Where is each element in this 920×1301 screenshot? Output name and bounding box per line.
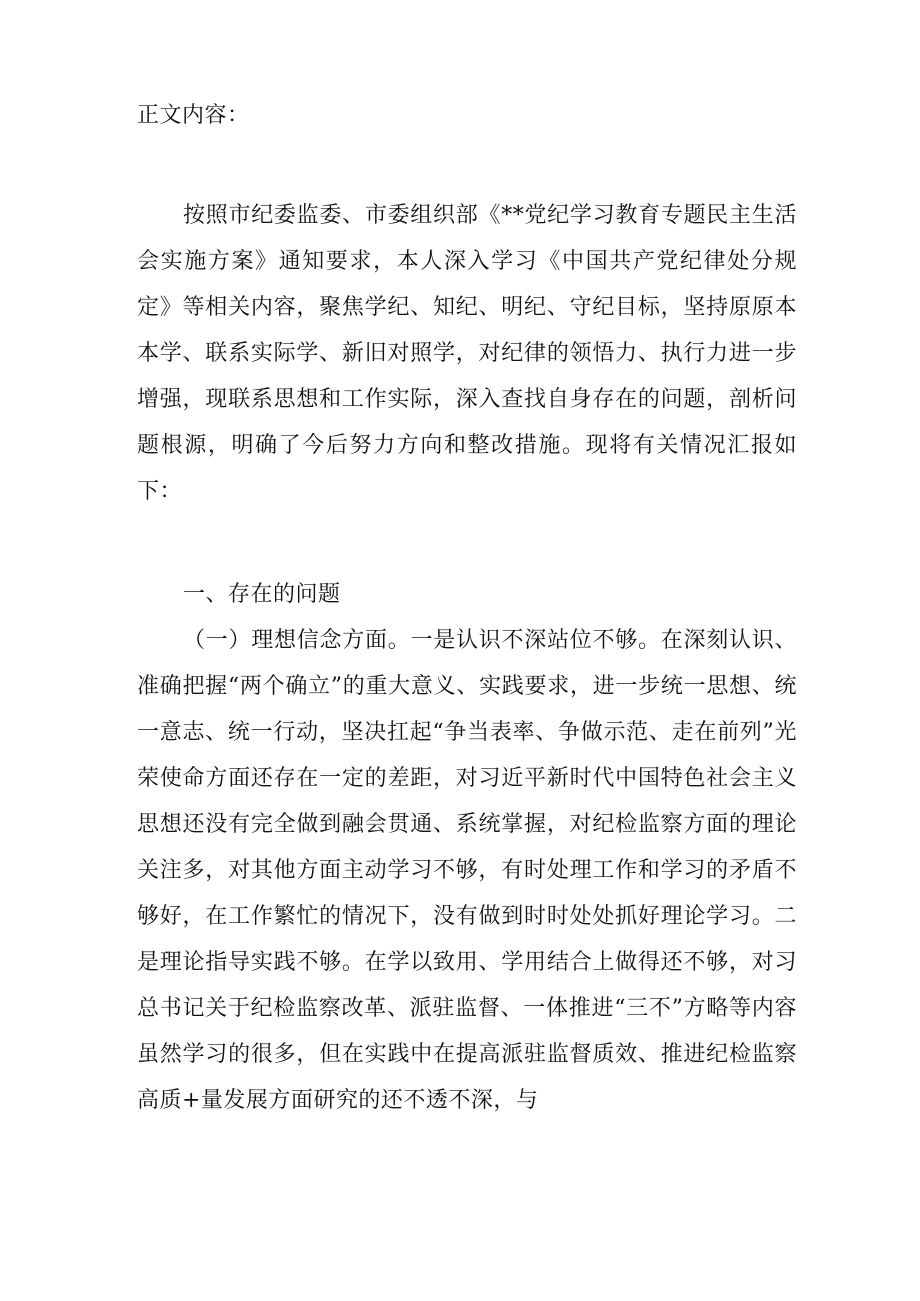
content-label-text: 正文内容： [137,103,250,128]
intro-paragraph [137,193,797,515]
content-label [137,93,797,139]
section-heading-text: 一、存在的问题 [183,582,341,607]
section-heading [137,572,797,618]
body-paragraph-text: （一）理想信念方面。一是认识不深站位不够。在深刻认识、准确把握“两个确立”的重大意义、实践要求，进一步统一思想、统一意志、统一行动，坚决扛起“争当表率、争做示范、走在前列”光荣使命方面还存在一定的差距，对习近平新时代中国特色社会主义思想还没有完全做到融会贯通、系统掌握，对纪检监察方面的理论关注多，对其他方面主动学习不够，有时处理工作和学习的矛盾不够好，在工作繁忙的情况下，没有做到时时处处抓好理论学习。二是理论指导实践不够。在学以致用、学用结合上做得还不够，对习总书记关于纪检监察改革、派驻监督、一体推进“三不”方略等内容虽然学习的很多，但在实践中在提高派驻监督质效、推进纪检监察高质+量发展方面研究的还不透不深，与 [137,628,797,1113]
body-paragraph [137,618,797,1124]
intro-paragraph-text: 按照市纪委监委、市委组织部《**党纪学习教育专题民主生活会实施方案》通知要求，本人深入学习《中国共产党纪律处分规定》等相关内容，聚焦学纪、知纪、明纪、守纪目标，坚持原原本本学、联系实际学、新旧对照学，对纪律的领悟力、执行力进一步增强，现联系思想和工作实际，深入查找自身存在的问题，剖析问题根源，明确了今后努力方向和整改措施。现将有关情况汇报如下： [137,203,797,504]
